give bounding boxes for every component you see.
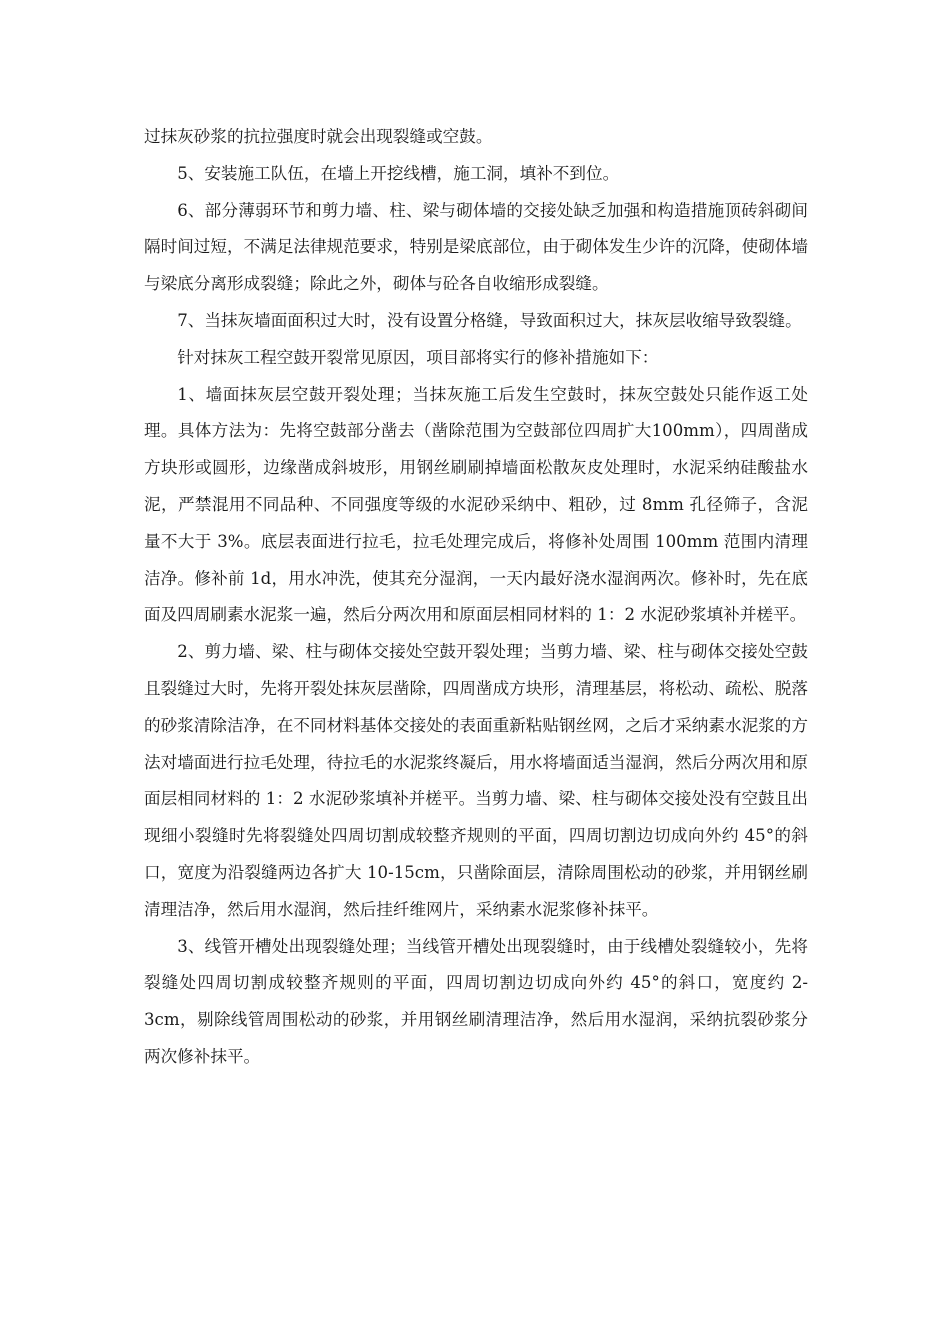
paragraph-8: 3、线管开槽处出现裂缝处理；当线管开槽处出现裂缝时，由于线槽处裂缝较小，先将裂缝处四周切割成较整齐规则的平面，四周切割边切成向外约 45°的斜口，宽度约 2-3cm，剔除线管周围松动的砂浆，并用钢丝刷清理洁净，然后用水湿润，采纳抗裂砂浆分两次修补抹平。: [144, 936, 808, 1066]
paragraph-4: 7、当抹灰墙面面积过大时，没有设置分格缝，导致面积过大，抹灰层收缩导致裂缝。: [177, 310, 802, 330]
paragraph-7: 2、剪力墙、梁、柱与砌体交接处空鼓开裂处理；当剪力墙、梁、柱与砌体交接处空鼓且裂缝过大时，先将开裂处抹灰层凿除，四周凿成方块形，清理基层，将松动、疏松、脱落的砂浆清除洁净，在不同材料基体交接处的表面重新粘贴钢丝网，之后才采纳素水泥浆的方法对墙面进行拉毛处理，待拉毛的水泥浆终凝后，用水将墙面适当湿润，然后分两次用和原面层相同材料的 1：2 水泥砂浆填补并槎平。当剪力墙、梁、柱与砌体交接处没有空鼓且出现细小裂缝时先将裂缝处四周切割成较整齐规则的平面，四周切割边切成向外约 45°的斜口，宽度为沿裂缝两边各扩大 10-15cm，只凿除面层，清除周围松动的砂浆，并用钢丝刷清理洁净，然后用水湿润，然后挂纤维网片，采纳素水泥浆修补抹平。: [144, 642, 808, 919]
paragraph-5: 针对抹灰工程空鼓开裂常见原因，项目部将实行的修补措施如下：: [177, 347, 659, 367]
paragraph-1: 过抹灰砂浆的抗拉强度时就会出现裂缝或空鼓。: [144, 127, 493, 146]
document-body: [144, 119, 808, 1076]
paragraph-2: 5、安装施工队伍，在墙上开挖线槽，施工洞，填补不到位。: [177, 163, 620, 183]
paragraph-6: 1、墙面抹灰层空鼓开裂处理；当抹灰施工后发生空鼓时，抹灰空鼓处只能作返工处理。具体方法为：先将空鼓部分凿去（凿除范围为空鼓部位四周扩大100mm），四周凿成方块形或圆形，边缘凿成斜坡形，用钢丝刷刷掉墙面松散灰皮处理时，水泥采纳硅酸盐水泥，严禁混用不同品种、不同强度等级的水泥砂采纳中、粗砂，过 8mm 孔径筛子，含泥量不大于 3%。底层表面进行拉毛，拉毛处理完成后，将修补处周围 100mm 范围内清理洁净。修补前 1d，用水冲洗，使其充分湿润，一天内最好浇水湿润两次。修补时，先在底面及四周刷素水泥浆一遍，然后分两次用和原面层相同材料的 1：2 水泥砂浆填补并槎平。: [144, 384, 808, 625]
paragraph-3: 6、部分薄弱环节和剪力墙、柱、梁与砌体墙的交接处缺乏加强和构造措施顶砖斜砌间隔时间过短，不满足法律规范要求，特别是梁底部位，由于砌体发生少许的沉降，使砌体墙与梁底分离形成裂缝；除此之外，砌体与砼各自收缩形成裂缝。: [144, 200, 808, 294]
